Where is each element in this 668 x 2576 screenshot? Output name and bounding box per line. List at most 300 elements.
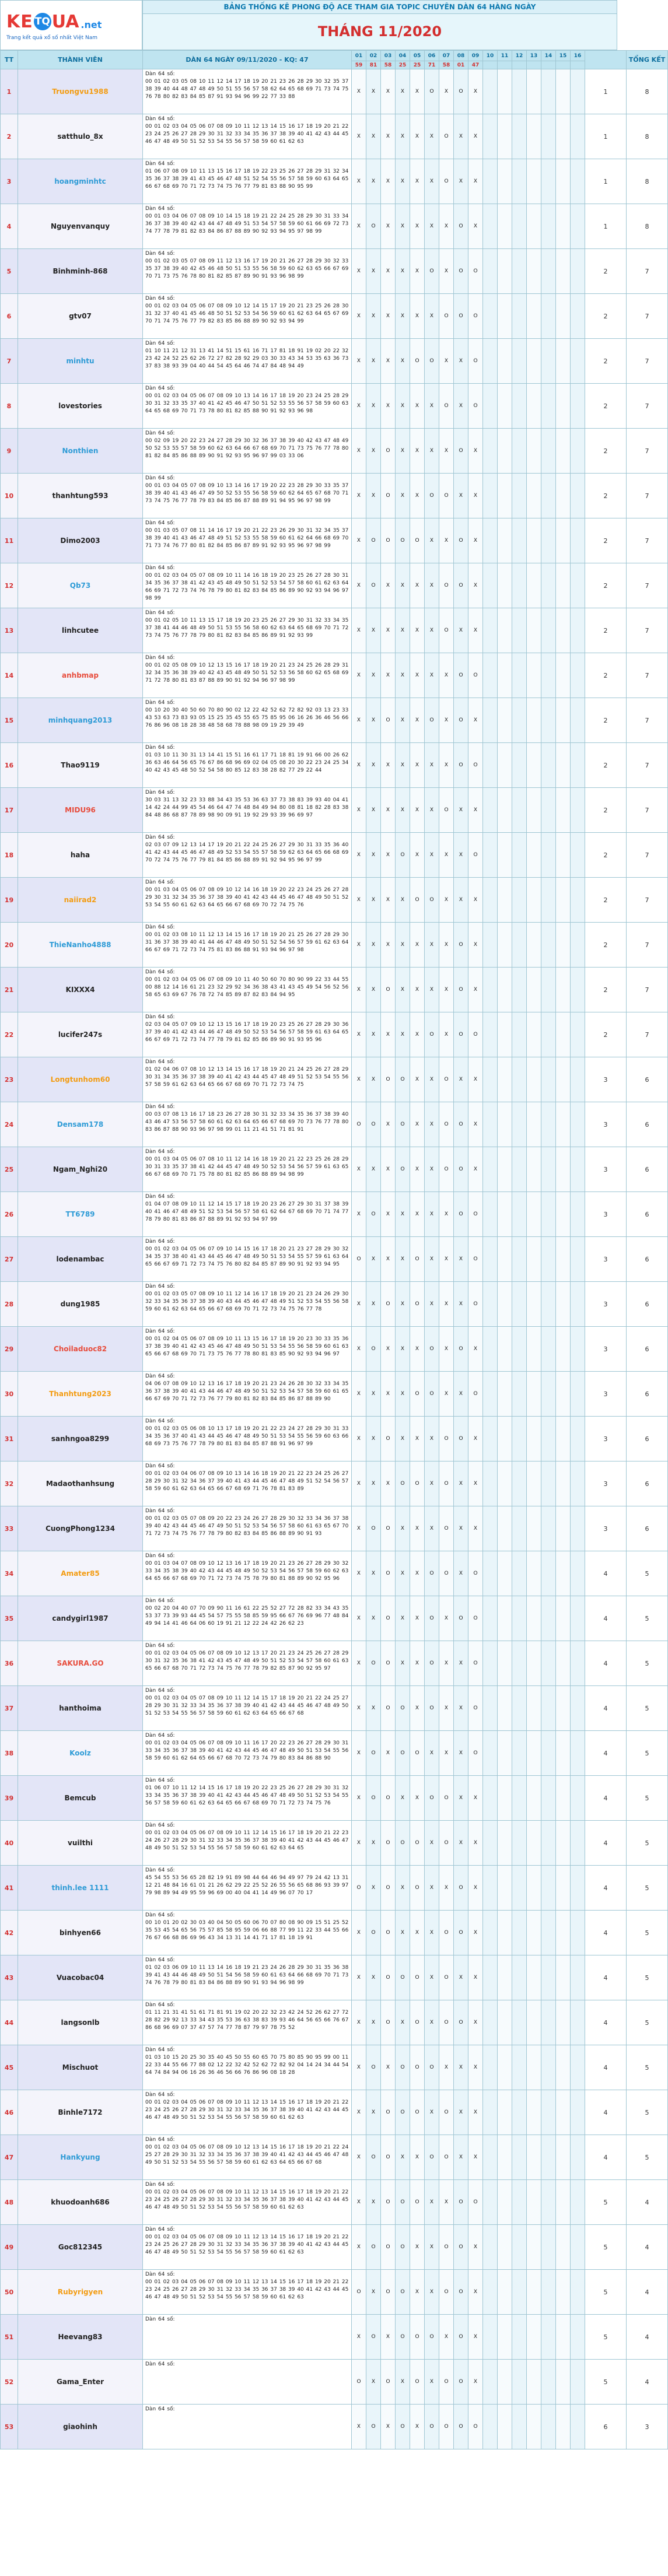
day-mark: O — [425, 249, 439, 294]
day-mark: X — [366, 878, 381, 923]
day-mark: X — [425, 159, 439, 204]
member-name[interactable]: naiirad2 — [18, 878, 143, 923]
day-mark — [571, 159, 585, 204]
table-row — [1, 518, 668, 563]
day-mark: O — [454, 653, 468, 698]
day-mark: O — [410, 1731, 425, 1776]
row-index: 31 — [1, 1417, 18, 1462]
member-name[interactable]: Bemcub — [18, 1776, 143, 1821]
day-mark: X — [454, 1551, 468, 1596]
member-name[interactable]: binhyen66 — [18, 1911, 143, 1955]
day-mark — [541, 743, 556, 788]
dan-label: Dàn 64 số: — [145, 2182, 175, 2188]
day-mark — [483, 1596, 498, 1641]
day-mark: X — [396, 608, 410, 653]
day-mark — [541, 474, 556, 518]
day-mark: O — [381, 1821, 396, 1866]
member-name[interactable]: Binhminh-868 — [18, 249, 143, 294]
day-mark — [498, 2090, 512, 2135]
day-mark — [541, 429, 556, 474]
row-index: 42 — [1, 1911, 18, 1955]
member-name[interactable]: Goc812345 — [18, 2225, 143, 2270]
dan-numbers: 01 06 07 10 11 12 14 15 16 17 18 19 20 22 23 25 26 27 28 29 30 31 32 33 34 35 36 37 38 39 40 41 42 43 44 45 46 47 48 49 50 51 52 53 54 55 56 57 58 59 60 61 62 63 64 65 66 67 68 69 70 71 72 73 74 75 76 — [145, 1785, 349, 1806]
day-mark — [571, 1012, 585, 1057]
day-mark — [483, 653, 498, 698]
dan-label: Dàn 64 số: — [145, 116, 175, 122]
dan-label: Dàn 64 số: — [145, 251, 175, 257]
day-mark: X — [454, 833, 468, 878]
member-name[interactable]: lucifer247s — [18, 1012, 143, 1057]
day-mark: X — [468, 2360, 483, 2405]
day-mark — [483, 1551, 498, 1596]
row-index: 2 — [1, 114, 18, 159]
dan-label: Dàn 64 số: — [145, 1867, 175, 1873]
member-name[interactable]: Hankyung — [18, 2135, 143, 2180]
day-mark: X — [425, 968, 439, 1012]
day-mark — [512, 2225, 527, 2270]
member-dan — [143, 1596, 352, 1641]
table-row — [1, 159, 668, 204]
table-row — [1, 1506, 668, 1551]
day-mark: X — [381, 1012, 396, 1057]
day-mark — [483, 608, 498, 653]
day-mark — [512, 114, 527, 159]
day-mark — [483, 294, 498, 339]
table-row — [1, 69, 668, 114]
day-mark: X — [352, 923, 366, 968]
day-mark — [541, 563, 556, 608]
day-mark: X — [468, 698, 483, 743]
day-mark — [556, 1641, 571, 1686]
day-mark: X — [366, 1057, 381, 1102]
day-mark: X — [468, 518, 483, 563]
day-mark — [556, 294, 571, 339]
day-mark — [571, 608, 585, 653]
day-mark — [556, 563, 571, 608]
member-name[interactable]: Qb73 — [18, 563, 143, 608]
member-name[interactable]: haha — [18, 833, 143, 878]
day-mark — [571, 1192, 585, 1237]
dan-numbers: 00 01 02 03 05 07 08 09 10 11 12 14 16 17 18 19 20 21 23 24 26 29 30 32 33 34 35 36 37 38 39 40 43 44 45 46 47 48 49 51 52 53 54 55 56 58 59 60 61 62 63 64 65 66 67 68 69 70 71 72 73 74 75 76 77 78 — [145, 1291, 349, 1312]
day-mark — [556, 2135, 571, 2180]
row-index: 18 — [1, 833, 18, 878]
member-name[interactable]: Longtunhom60 — [18, 1057, 143, 1102]
day-mark: X — [425, 563, 439, 608]
day-mark — [541, 923, 556, 968]
day-mark — [483, 114, 498, 159]
day-mark: X — [352, 159, 366, 204]
day-mark: O — [454, 2270, 468, 2315]
row-index: 12 — [1, 563, 18, 608]
member-name[interactable]: Binhle7172 — [18, 2090, 143, 2135]
member-name[interactable]: lodenambac — [18, 1237, 143, 1282]
logo-text-net: .net — [81, 19, 102, 30]
member-name[interactable]: SAKURA.GO — [18, 1641, 143, 1686]
member-name[interactable]: Nonthien — [18, 429, 143, 474]
day-mark: O — [468, 339, 483, 384]
day-mark: X — [396, 114, 410, 159]
member-name[interactable]: Rubyrigyen — [18, 2270, 143, 2315]
day-mark: X — [352, 698, 366, 743]
day-mark: X — [366, 1821, 381, 1866]
day-mark — [541, 1102, 556, 1147]
day-mark: X — [410, 1911, 425, 1955]
member-miss-count: 1 — [585, 114, 627, 159]
day-mark — [571, 833, 585, 878]
day-mark: O — [381, 2000, 396, 2045]
member-name[interactable]: MIDU96 — [18, 788, 143, 833]
member-name[interactable]: giaohinh — [18, 2405, 143, 2449]
member-dan — [143, 2360, 352, 2405]
table-row — [1, 878, 668, 923]
member-miss-count: 2 — [585, 563, 627, 608]
member-name[interactable]: gtv07 — [18, 294, 143, 339]
member-name[interactable]: thanhtung593 — [18, 474, 143, 518]
member-name[interactable]: Gama_Enter — [18, 2360, 143, 2405]
member-dan — [143, 698, 352, 743]
day-mark: X — [468, 1327, 483, 1372]
day-mark: O — [439, 2270, 454, 2315]
day-mark — [483, 1012, 498, 1057]
member-name[interactable]: Nguyenvanquy — [18, 204, 143, 249]
day-mark: X — [468, 1506, 483, 1551]
member-miss-count: 2 — [585, 788, 627, 833]
day-mark — [512, 1641, 527, 1686]
day-mark: O — [410, 2090, 425, 2135]
day-mark: O — [381, 1551, 396, 1596]
member-name[interactable]: satthulo_8x — [18, 114, 143, 159]
member-name[interactable]: minhquang2013 — [18, 698, 143, 743]
dan-label: Dàn 64 số: — [145, 700, 175, 706]
member-name[interactable]: langsonlb — [18, 2000, 143, 2045]
member-name[interactable]: dung1985 — [18, 1282, 143, 1327]
day-mark: O — [410, 2045, 425, 2090]
member-name[interactable]: Choiladuoc82 — [18, 1327, 143, 1372]
day-mark — [483, 698, 498, 743]
row-index: 45 — [1, 2045, 18, 2090]
member-name[interactable]: hanthoima — [18, 1686, 143, 1731]
logo-text-ke: KE — [6, 11, 33, 32]
member-total: 5 — [627, 2045, 668, 2090]
dan-numbers: 00 01 02 03 05 06 08 10 13 17 18 19 20 21 22 23 24 27 28 29 30 31 33 34 35 36 37 40 41 43 44 45 46 47 48 49 50 51 53 54 55 56 59 60 63 66 68 69 73 75 76 77 78 79 80 81 83 84 85 87 88 91 96 97 99 — [145, 1426, 349, 1447]
table-row — [1, 833, 668, 878]
member-name[interactable]: Thanhtung2023 — [18, 1372, 143, 1417]
member-name[interactable]: Truongvu1988 — [18, 69, 143, 114]
day-mark: O — [454, 294, 468, 339]
dan-label: Dàn 64 số: — [145, 1553, 175, 1559]
member-name[interactable]: Koolz — [18, 1731, 143, 1776]
day-mark — [527, 2405, 541, 2449]
table-row — [1, 1417, 668, 1462]
logo-cell[interactable] — [0, 0, 142, 50]
member-name[interactable]: candygirl1987 — [18, 1596, 143, 1641]
day-mark: X — [396, 653, 410, 698]
day-mark — [483, 2225, 498, 2270]
day-mark: O — [454, 1327, 468, 1372]
day-mark: X — [352, 384, 366, 429]
day-mark — [571, 204, 585, 249]
day-mark — [541, 1686, 556, 1731]
day-header-06: 06 — [425, 51, 439, 61]
day-mark — [541, 2000, 556, 2045]
day-mark — [571, 1911, 585, 1955]
member-total: 7 — [627, 339, 668, 384]
member-total: 5 — [627, 2135, 668, 2180]
table-row — [1, 1731, 668, 1776]
member-name[interactable]: khuodoanh686 — [18, 2180, 143, 2225]
table-row — [1, 1012, 668, 1057]
day-mark: O — [439, 1821, 454, 1866]
row-index: 15 — [1, 698, 18, 743]
day-mark: O — [439, 1417, 454, 1462]
member-name[interactable]: linhcutee — [18, 608, 143, 653]
day-mark: X — [366, 1551, 381, 1596]
day-mark: O — [396, 833, 410, 878]
table-row — [1, 788, 668, 833]
member-name[interactable]: sanhngoa8299 — [18, 1417, 143, 1462]
member-miss-count: 4 — [585, 2135, 627, 2180]
dan-label: Dàn 64 số: — [145, 1329, 175, 1334]
day-mark — [512, 294, 527, 339]
member-name[interactable]: Mischuot — [18, 2045, 143, 2090]
member-name[interactable]: Thao9119 — [18, 743, 143, 788]
day-mark — [512, 1821, 527, 1866]
member-dan — [143, 743, 352, 788]
day-mark — [498, 1911, 512, 1955]
member-total: 5 — [627, 1776, 668, 1821]
member-name[interactable]: minhtu — [18, 339, 143, 384]
member-total: 4 — [627, 2270, 668, 2315]
day-mark: X — [439, 339, 454, 384]
member-total: 6 — [627, 1327, 668, 1372]
day-mark: X — [352, 204, 366, 249]
day-mark — [527, 2315, 541, 2360]
table-row — [1, 1686, 668, 1731]
day-mark: O — [396, 1057, 410, 1102]
member-name[interactable]: Ngam_Nghi20 — [18, 1147, 143, 1192]
member-name[interactable]: lovestories — [18, 384, 143, 429]
day-mark — [527, 2180, 541, 2225]
day-mark: X — [468, 1955, 483, 2000]
day-mark: X — [454, 2090, 468, 2135]
dan-numbers: 02 03 04 05 07 09 10 12 13 15 16 17 18 19 20 23 25 26 27 28 29 30 36 37 39 40 41 42 43 44 46 47 48 49 50 52 53 54 56 57 58 59 61 63 64 65 66 67 69 71 72 73 74 77 78 79 81 82 85 86 89 90 91 93 95 96 — [145, 1022, 349, 1043]
day-mark — [483, 69, 498, 114]
day-mark: X — [366, 1417, 381, 1462]
member-name[interactable]: Amater85 — [18, 1551, 143, 1596]
day-mark — [512, 743, 527, 788]
day-mark — [541, 1327, 556, 1372]
row-index: 20 — [1, 923, 18, 968]
day-mark — [571, 788, 585, 833]
day-mark: X — [352, 1057, 366, 1102]
member-name[interactable]: thinh.lee 1111 — [18, 1866, 143, 1911]
day-mark — [571, 2000, 585, 2045]
day-mark: O — [381, 2090, 396, 2135]
day-mark: O — [396, 2090, 410, 2135]
day-mark — [571, 2090, 585, 2135]
day-mark: X — [468, 1866, 483, 1911]
day-mark: X — [396, 204, 410, 249]
day-mark: X — [425, 1911, 439, 1955]
member-miss-count: 3 — [585, 1372, 627, 1417]
day-mark — [571, 294, 585, 339]
day-mark — [556, 1147, 571, 1192]
day-mark: X — [410, 1417, 425, 1462]
day-mark: X — [439, 653, 454, 698]
day-mark: X — [410, 429, 425, 474]
day-mark — [498, 1192, 512, 1237]
member-miss-count: 4 — [585, 1731, 627, 1776]
day-mark — [571, 384, 585, 429]
member-name[interactable]: Dimo2003 — [18, 518, 143, 563]
day-mark: X — [410, 833, 425, 878]
day-mark — [512, 833, 527, 878]
day-mark — [498, 1462, 512, 1506]
day-mark: X — [454, 1462, 468, 1506]
day-mark — [556, 1506, 571, 1551]
day-result-08: 01 — [454, 61, 468, 69]
day-mark: O — [454, 1012, 468, 1057]
day-mark — [498, 1596, 512, 1641]
day-mark: X — [396, 1641, 410, 1686]
member-dan — [143, 114, 352, 159]
member-name[interactable]: CuongPhong1234 — [18, 1506, 143, 1551]
day-mark: O — [425, 1372, 439, 1417]
day-mark: O — [396, 518, 410, 563]
member-name[interactable]: anhbmap — [18, 653, 143, 698]
member-name[interactable]: Vuacobac04 — [18, 1955, 143, 2000]
row-index: 32 — [1, 1462, 18, 1506]
day-mark — [556, 923, 571, 968]
day-mark: X — [410, 1776, 425, 1821]
day-mark: X — [396, 1596, 410, 1641]
day-mark: X — [410, 1686, 425, 1731]
dan-label: Dàn 64 số: — [145, 790, 175, 795]
day-mark: O — [381, 2180, 396, 2225]
member-dan — [143, 833, 352, 878]
day-mark: O — [425, 2045, 439, 2090]
day-mark — [483, 384, 498, 429]
logo-slogan: Trang kết quả xổ số nhất Việt Nam — [6, 35, 98, 41]
day-mark: X — [425, 1282, 439, 1327]
day-mark — [498, 743, 512, 788]
day-mark: X — [454, 878, 468, 923]
day-mark — [498, 1551, 512, 1596]
day-mark: O — [468, 2180, 483, 2225]
day-mark: X — [381, 608, 396, 653]
day-mark: O — [439, 159, 454, 204]
day-mark: O — [439, 1102, 454, 1147]
day-mark: O — [454, 2405, 468, 2449]
day-mark — [498, 69, 512, 114]
day-mark — [556, 1327, 571, 1372]
dan-label: Dàn 64 số: — [145, 1418, 175, 1424]
day-mark: O — [468, 653, 483, 698]
member-name[interactable]: TT6789 — [18, 1192, 143, 1237]
member-name[interactable]: vuilthi — [18, 1821, 143, 1866]
day-mark: X — [410, 563, 425, 608]
day-mark: X — [366, 968, 381, 1012]
day-mark — [498, 1776, 512, 1821]
day-mark: X — [410, 788, 425, 833]
member-total: 4 — [627, 2180, 668, 2225]
member-name[interactable]: Densam178 — [18, 1102, 143, 1147]
dan-numbers: 00 01 03 04 05 07 08 09 10 13 14 16 17 19 20 22 23 28 29 30 33 35 37 38 39 40 41 43 46 47 49 50 52 53 55 56 58 59 60 62 64 65 67 68 70 71 73 74 75 76 77 78 79 83 84 85 86 87 88 89 91 94 95 96 97 98 99 — [145, 483, 349, 504]
member-miss-count: 2 — [585, 878, 627, 923]
member-dan — [143, 1462, 352, 1506]
day-mark — [483, 2270, 498, 2315]
dan-numbers: 01 03 10 15 20 25 30 35 40 45 50 55 60 65 70 75 80 85 90 95 99 00 11 22 33 44 55 66 77 88 02 12 22 32 42 52 62 72 82 92 04 14 24 34 44 54 64 74 84 94 06 16 26 36 46 56 66 76 86 96 08 18 28 — [145, 2055, 349, 2076]
table-row — [1, 384, 668, 429]
day-mark — [483, 1866, 498, 1911]
day-mark: O — [396, 1462, 410, 1506]
day-mark — [512, 878, 527, 923]
day-mark — [483, 429, 498, 474]
dan-numbers: 00 02 20 04 40 07 70 09 90 11 16 61 22 25 52 27 72 28 82 33 34 43 35 53 37 73 39 93 44 45 54 57 75 55 58 85 59 95 66 67 76 69 96 77 48 84 49 94 14 41 46 64 06 60 19 91 21 12 22 24 42 26 62 23 — [145, 1606, 349, 1627]
header-main — [142, 0, 617, 50]
day-mark: X — [381, 833, 396, 878]
dan-label: Dàn 64 số: — [145, 2272, 175, 2277]
member-total: 5 — [627, 2000, 668, 2045]
day-mark: X — [410, 2270, 425, 2315]
row-index: 44 — [1, 2000, 18, 2045]
ketqua-logo[interactable] — [6, 9, 142, 34]
member-name[interactable]: Heevang83 — [18, 2315, 143, 2360]
day-mark — [541, 1282, 556, 1327]
member-dan — [143, 1776, 352, 1821]
member-total: 6 — [627, 1282, 668, 1327]
day-mark — [541, 1237, 556, 1282]
day-mark: X — [410, 69, 425, 114]
day-mark — [498, 1641, 512, 1686]
day-mark: O — [381, 1057, 396, 1102]
member-name[interactable]: hoangminhtc — [18, 159, 143, 204]
day-mark: O — [381, 1282, 396, 1327]
table-row — [1, 968, 668, 1012]
day-mark: X — [381, 384, 396, 429]
member-name[interactable]: Madaothanhsung — [18, 1462, 143, 1506]
dan-label: Dàn 64 số: — [145, 430, 175, 436]
day-mark: O — [468, 1686, 483, 1731]
day-mark: O — [454, 1102, 468, 1147]
day-mark — [498, 339, 512, 384]
day-mark — [498, 1686, 512, 1731]
dan-numbers: 01 04 07 08 09 10 11 12 14 15 17 18 19 20 23 26 27 29 30 31 37 38 39 40 41 46 47 48 49 51 52 53 54 56 57 58 61 62 64 67 68 69 70 71 74 77 78 79 80 81 83 86 87 88 89 91 92 93 94 97 99 — [145, 1201, 349, 1222]
day-mark — [571, 1506, 585, 1551]
day-mark: O — [366, 1327, 381, 1372]
row-index: 40 — [1, 1821, 18, 1866]
day-mark: X — [366, 1147, 381, 1192]
member-name[interactable]: KIXXX4 — [18, 968, 143, 1012]
day-mark: O — [454, 518, 468, 563]
member-miss-count: 4 — [585, 1551, 627, 1596]
day-mark: X — [352, 429, 366, 474]
day-mark — [483, 1372, 498, 1417]
day-mark: O — [366, 1192, 381, 1237]
day-mark: O — [366, 2315, 381, 2360]
day-mark — [483, 1102, 498, 1147]
day-mark: O — [439, 1506, 454, 1551]
day-mark — [498, 698, 512, 743]
day-mark — [541, 2360, 556, 2405]
day-header-12: 12 — [512, 51, 527, 61]
member-name[interactable]: ThieNanho4888 — [18, 923, 143, 968]
day-mark — [483, 159, 498, 204]
table-row — [1, 249, 668, 294]
member-dan — [143, 1327, 352, 1372]
day-mark: O — [439, 1147, 454, 1192]
day-mark: O — [352, 2360, 366, 2405]
